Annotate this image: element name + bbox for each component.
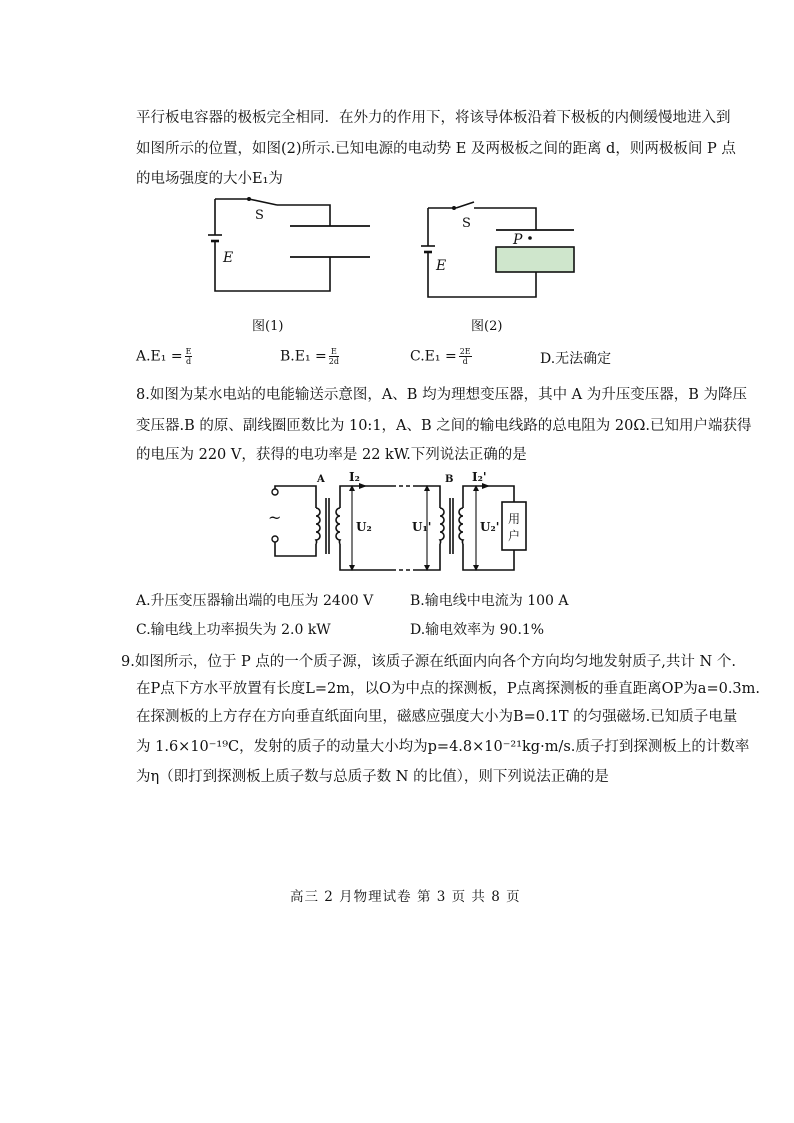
- figure-2-circuit: [418, 200, 588, 305]
- fig1-emf-label: E: [223, 250, 234, 266]
- transformer-a-label: A: [317, 474, 325, 485]
- voltage-u2-label: U₂: [356, 520, 372, 534]
- q9-line-1: 9.如图所示，位于 P 点的一个质子源，该质子源在纸面内向各个方向均匀地发射质子,共计 N 个.: [121, 654, 736, 670]
- voltage-u1-prime-label: U₁': [412, 520, 432, 534]
- fig1-switch-label: S: [255, 208, 264, 223]
- q9-line-2: 在P点下方水平放置有长度L=2m，以O为中点的探测板，P点离探测板的垂直距离OP为a=0.3m.: [136, 681, 761, 697]
- q9-line-3: 在探测板的上方存在方向垂直纸面向里，磁感应强度大小为B=0.1T 的匀强磁场.已知质子电量: [136, 709, 738, 725]
- point-p-dot: [528, 236, 532, 240]
- intro-line-3: 的电场强度的大小E₁为: [136, 171, 283, 187]
- conductor-slab: [496, 247, 574, 272]
- intro-line-2: 如图所示的位置，如图(2)所示.已知电源的电动势 E 及两极板之间的距离 d，则两极板间 P 点: [136, 141, 736, 157]
- current-i2-prime-label: I₂': [472, 470, 487, 484]
- figure-2-caption: 图(2): [471, 319, 503, 334]
- q8-option-b: B.输电线中电流为 100 A: [410, 593, 569, 609]
- user-label-bottom: 户: [508, 529, 521, 543]
- fig2-switch-label: S: [462, 216, 471, 231]
- ac-source-symbol: ~: [268, 508, 282, 527]
- q9-line-4: 为 1.6×10⁻¹⁹C，发射的质子的动量大小均为p=4.8×10⁻²¹kg·m/s.质子打到探测板上的计数率: [136, 739, 750, 755]
- transformer-b-label: B: [445, 474, 454, 485]
- page-footer: 高三 2 月物理试卷 第 3 页 共 8 页: [290, 889, 521, 905]
- q9-line-5: 为η（即打到探测板上质子数与总质子数 N 的比值），则下列说法正确的是: [136, 769, 609, 785]
- q8-option-d: D.输电效率为 90.1%: [410, 622, 545, 638]
- q8-option-c: C.输电线上功率损失为 2.0 kW: [136, 622, 331, 638]
- q7-option-a: A.E₁ = $\frac{E}{d}$: [136, 347, 192, 366]
- q7-option-d: D.无法确定: [540, 351, 612, 367]
- user-label-top: 用: [508, 512, 521, 526]
- q8-line-3: 的电压为 220 V，获得的电功率是 22 kW.下列说法正确的是: [136, 447, 527, 463]
- q8-line-1: 8.如图为某水电站的电能输送示意图，A、B 均为理想变压器，其中 A 为升压变压器，B 为降压: [136, 387, 748, 403]
- current-i2-label: I₂: [349, 470, 360, 484]
- figure-1-circuit: [205, 195, 375, 305]
- q8-option-a: A.升压变压器输出端的电压为 2400 V: [136, 593, 374, 609]
- fig2-emf-label: E: [436, 258, 447, 274]
- power-transmission-diagram: [262, 470, 542, 582]
- fig2-point-label: P: [513, 232, 523, 248]
- q7-option-c: C.E₁ = $\frac{2E}{d}$: [410, 347, 471, 366]
- figure-1-caption: 图(1): [252, 319, 284, 334]
- q8-line-2: 变压器.B 的原、副线圈匝数比为 10:1，A、B 之间的输电线路的总电阻为 20Ω.已知用户端获得: [136, 418, 752, 434]
- voltage-u2-prime-label: U₂': [480, 520, 500, 534]
- q7-option-b: B.E₁ = $\frac{E}{2d}$: [280, 347, 339, 366]
- intro-line-1: 平行板电容器的极板完全相同．在外力的作用下，将该导体板沿着下极板的内侧缓慢地进入到: [136, 110, 731, 126]
